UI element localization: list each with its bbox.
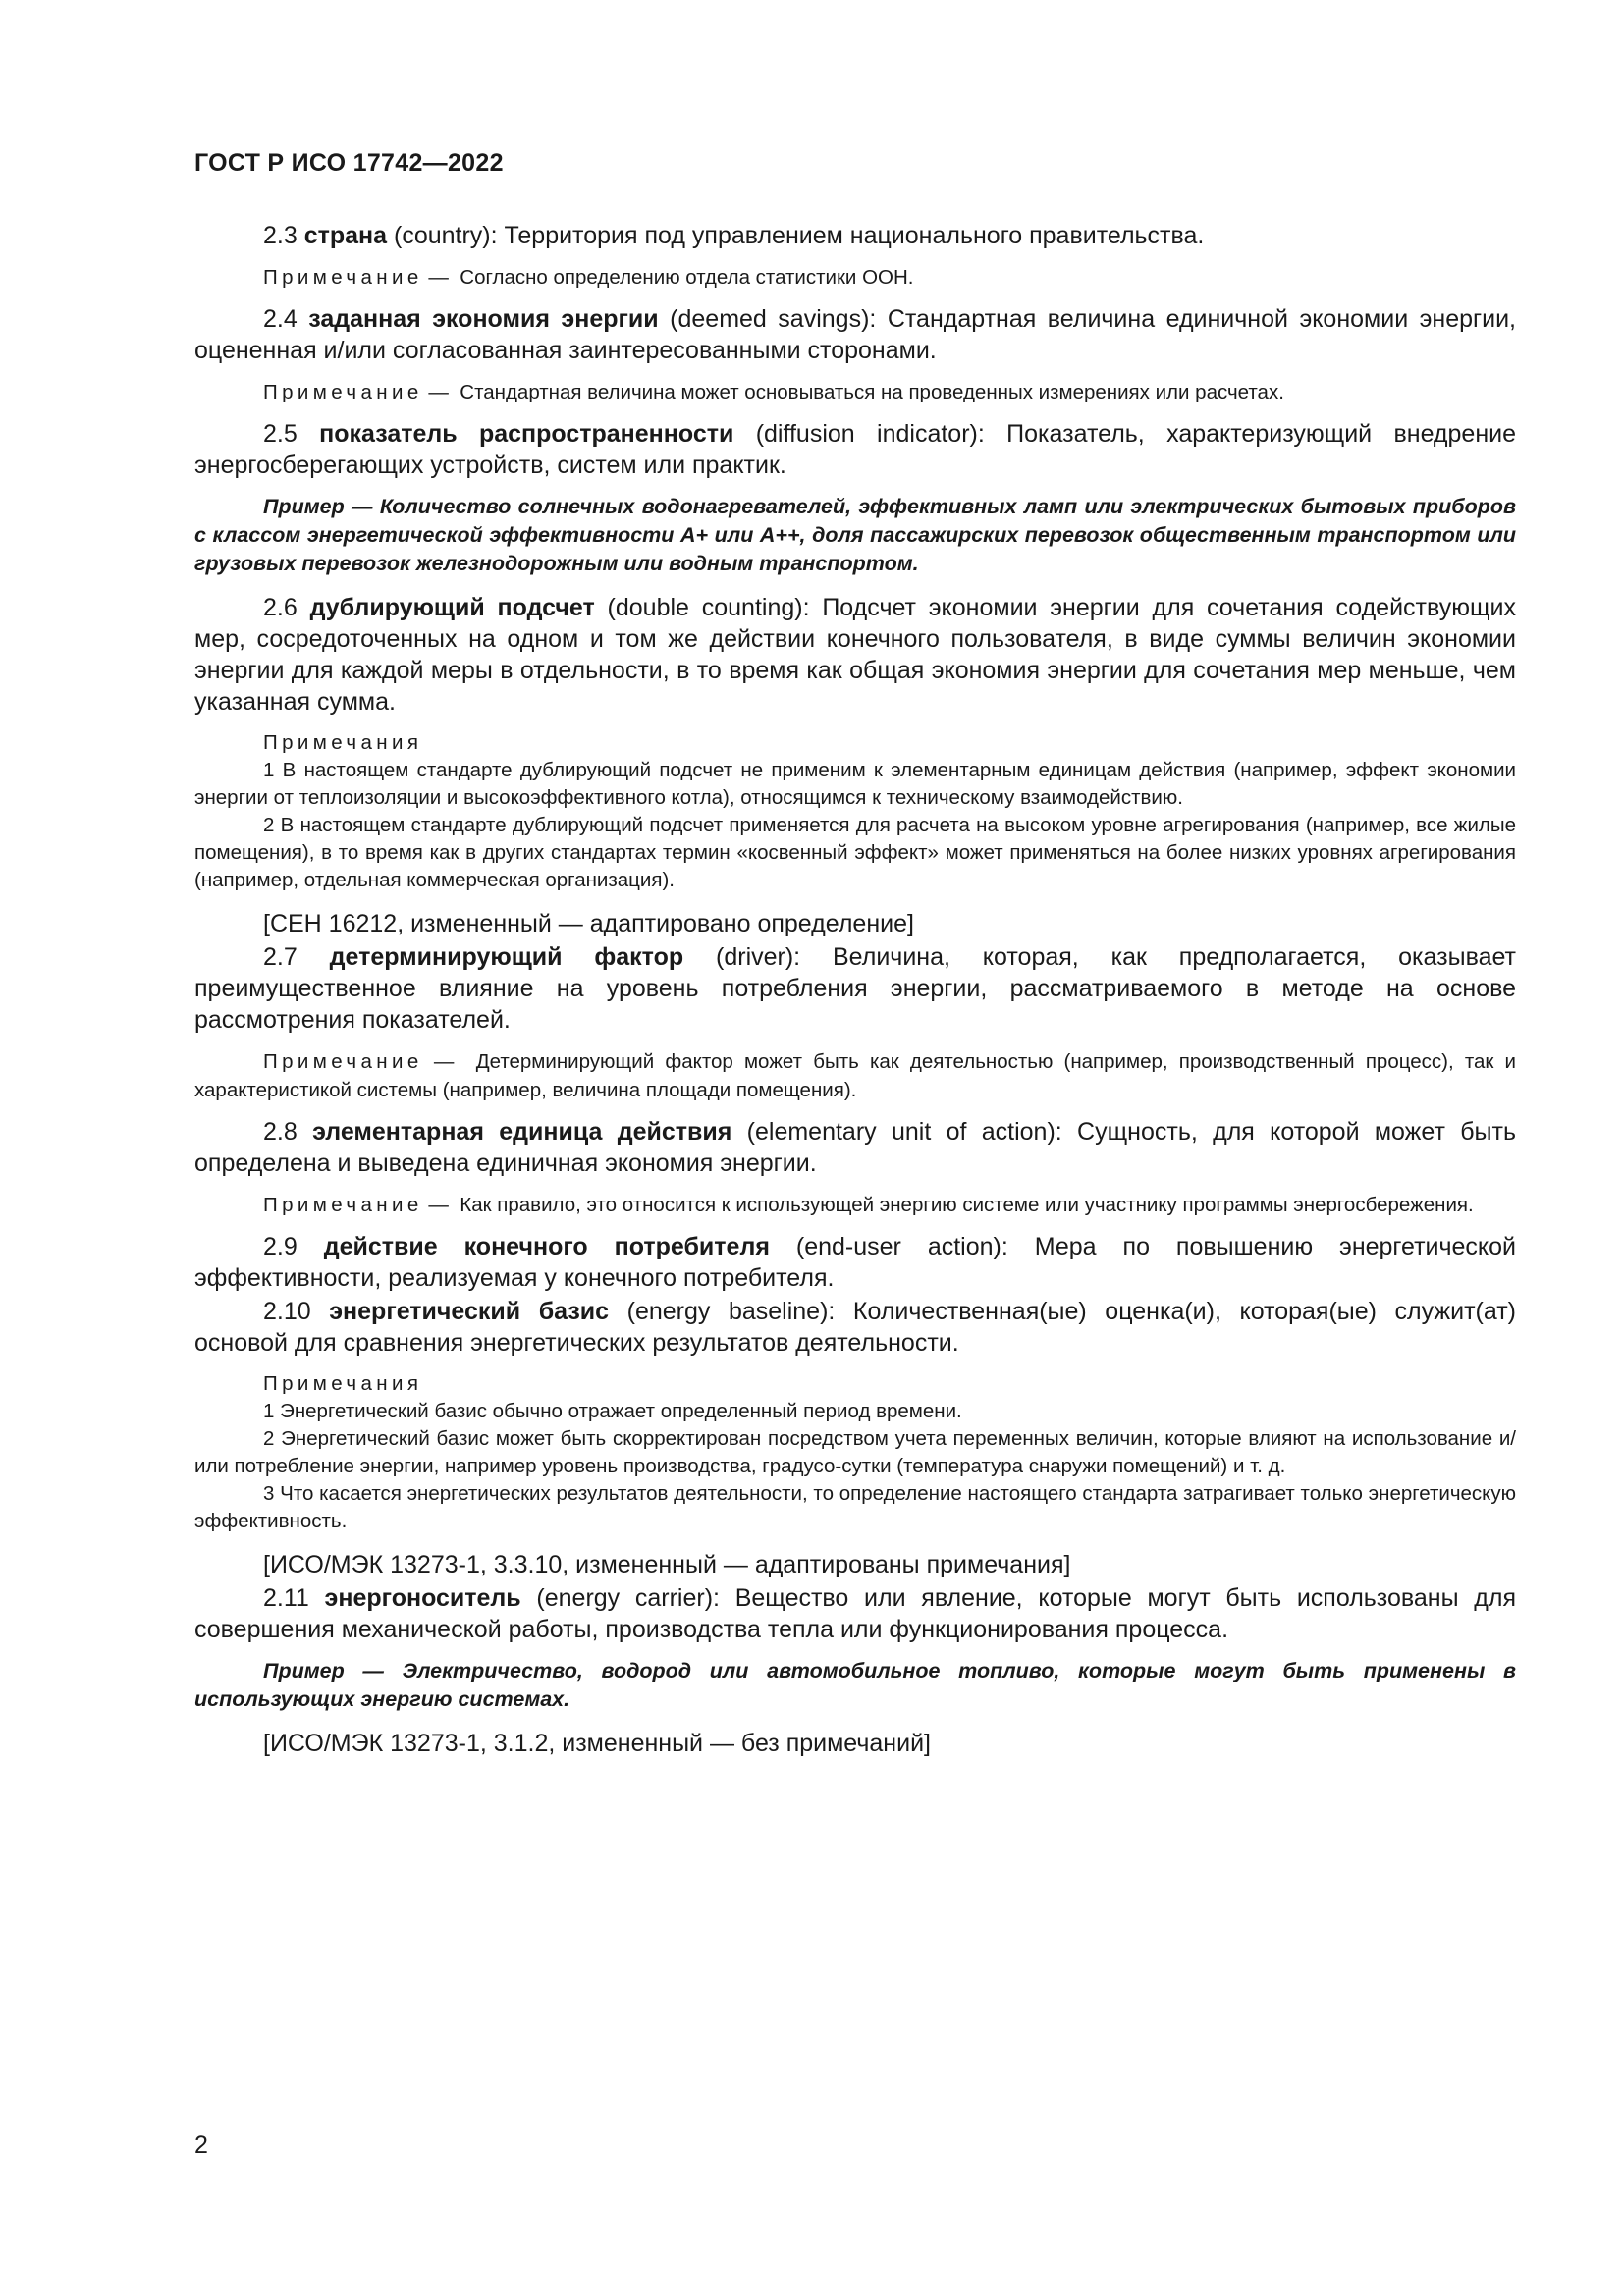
term-entry-2-9: [194, 1231, 1516, 1294]
note-2-7: [194, 1047, 1516, 1104]
note-item: 2 В настоящем стандарте дублирующий подсчет применяется для расчета на высоком уровне агрегирования (например, все жилые помещения), в то время как в других стандартах термин «косвенный эффект» может применяться на более низких уровнях агрегирования (например, отдельная коммерческая организация).: [194, 814, 1516, 891]
note-2-3: [194, 263, 1516, 292]
note-item: 3 Что касается энергетических результатов деятельности, то определение настоящего стандарта затрагивает только энергетическую эффективность.: [194, 1482, 1516, 1532]
notes-2-10: [194, 1370, 1516, 1535]
note-dash: —: [433, 1050, 455, 1073]
term-number: 2.9: [263, 1233, 298, 1260]
notes-2-6: [194, 729, 1516, 894]
term-name: энергоноситель: [324, 1584, 521, 1612]
term-entry-2-5: [194, 418, 1516, 481]
term-definition: (diffusion indicator): Показатель, характеризующий внедрение энергосберегающих устройств, систем или практик.: [194, 420, 1516, 479]
term-name: показатель распространенности: [319, 420, 734, 448]
term-name: действие конечного потребителя: [323, 1233, 770, 1260]
note-text: Как правило, это относится к использующей энергию системе или участнику программы энергосбережения.: [460, 1194, 1474, 1216]
notes-label: Примечания: [263, 731, 423, 754]
term-number: 2.8: [263, 1118, 298, 1146]
term-number: 2.4: [263, 305, 298, 333]
term-entry-2-7: [194, 941, 1516, 1036]
term-number: 2.6: [263, 594, 298, 621]
document-body: [194, 220, 1516, 1761]
term-definition: (energy carrier): Вещество или явление, которые могут быть использованы для совершения механической работы, производства тепла или функционирования процесса.: [194, 1584, 1516, 1643]
note-label: Примечание: [263, 381, 423, 403]
note-2-8: [194, 1191, 1516, 1219]
term-number: 2.11: [263, 1584, 309, 1612]
note-dash: —: [428, 266, 449, 289]
term-definition: (end-user action): Мера по повышению энергетической эффективности, реализуемая у конечного потребителя.: [194, 1233, 1517, 1292]
term-name: страна: [303, 222, 388, 249]
source-reference: [СЕН 16212, измененный — адаптировано определение]: [263, 910, 914, 937]
note-item: 1 В настоящем стандарте дублирующий подсчет не применим к элементарным единицам действия (например, эффект экономии энергии от теплоизоляции и высокоэффективного котла), относящимся к техническому взаимодействию.: [194, 759, 1516, 809]
note-label: Примечание: [263, 266, 423, 289]
note-text: Согласно определению отдела статистики ООН.: [460, 266, 914, 289]
term-number: 2.5: [263, 420, 298, 448]
note-label: Примечание: [263, 1194, 423, 1216]
example-2-5: Пример — Количество солнечных водонагревателей, эффективных ламп или электрических бытовых приборов с классом энергетической эффективности A+ или A++, доля пассажирских перевозок общественным транспортом или грузовых перевозок железнодорожным или водным транспортом.: [194, 495, 1516, 575]
term-entry-2-8: [194, 1116, 1516, 1179]
note-dash: —: [428, 1194, 449, 1216]
note-2-4: [194, 378, 1516, 406]
term-number: 2.10: [263, 1298, 311, 1325]
term-name: заданная экономия энергии: [308, 305, 659, 333]
example-2-11: Пример — Электричество, водород или автомобильное топливо, которые могут быть применены в использующих энергию системах.: [194, 1659, 1516, 1711]
source-reference: [ИСО/МЭК 13273-1, 3.3.10, измененный — адаптированы примечания]: [263, 1551, 1071, 1578]
term-entry-2-10: [194, 1296, 1516, 1359]
term-definition: (elementary unit of action): Сущность, для которой может быть определена и выведена единичная экономия энергии.: [194, 1118, 1517, 1177]
note-label: Примечание: [263, 1050, 423, 1073]
term-number: 2.3: [263, 222, 298, 249]
term-definition: (country): Территория под управлением национального правительства.: [387, 222, 1205, 249]
term-definition: (driver): Величина, которая, как предполагается, оказывает преимущественное влияние на уровень потребления энергии, рассматриваемого в методе на основе рассмотрения показателей.: [194, 943, 1516, 1034]
note-dash: —: [428, 381, 449, 403]
term-name: детерминирующий фактор: [329, 943, 684, 971]
page-number: 2: [194, 2131, 208, 2159]
term-name: дублирующий подсчет: [309, 594, 595, 621]
term-entry-2-6: [194, 592, 1516, 718]
notes-label: Примечания: [263, 1372, 423, 1395]
term-name: энергетический базис: [329, 1298, 610, 1325]
term-definition: (double counting): Подсчет экономии энергии для сочетания содействующих мер, сосредоточенных на одном и том же действии конечного пользователя, в виде суммы величин экономии энергии для каждой меры в отдельности, в то время как общая экономия энергии для сочетания мер меньше, чем указанная сумма.: [194, 594, 1517, 716]
term-entry-2-4: [194, 303, 1516, 366]
term-definition: (energy baseline): Количественная(ые) оценка(и), которая(ые) служит(ат) основой для сравнения энергетических результатов деятельности.: [194, 1298, 1517, 1357]
note-item: 1 Энергетический базис обычно отражает определенный период времени.: [263, 1400, 962, 1422]
term-name: элементарная единица действия: [312, 1118, 732, 1146]
note-text: Детерминирующий фактор может быть как деятельностью (например, производственный процесс), так и характеристикой системы (например, величина площади помещения).: [194, 1050, 1516, 1101]
source-reference: [ИСО/МЭК 13273-1, 3.1.2, измененный — без примечаний]: [263, 1730, 931, 1757]
note-item: 2 Энергетический базис может быть скорректирован посредством учета переменных величин, которые влияют на использование и/или потребление энергии, например уровень производства, градусо-сутки (температура снаружи помещений) и т. д.: [194, 1427, 1516, 1477]
note-text: Стандартная величина может основываться на проведенных измерениях или расчетах.: [460, 381, 1284, 403]
term-entry-2-11: [194, 1582, 1516, 1645]
term-definition: (deemed savings): Стандартная величина единичной экономии энергии, оцененная и/или согласованная заинтересованными сторонами.: [194, 305, 1517, 364]
term-number: 2.7: [263, 943, 298, 971]
document-header: ГОСТ Р ИСО 17742—2022: [194, 149, 504, 177]
term-entry-2-3: [194, 220, 1516, 251]
